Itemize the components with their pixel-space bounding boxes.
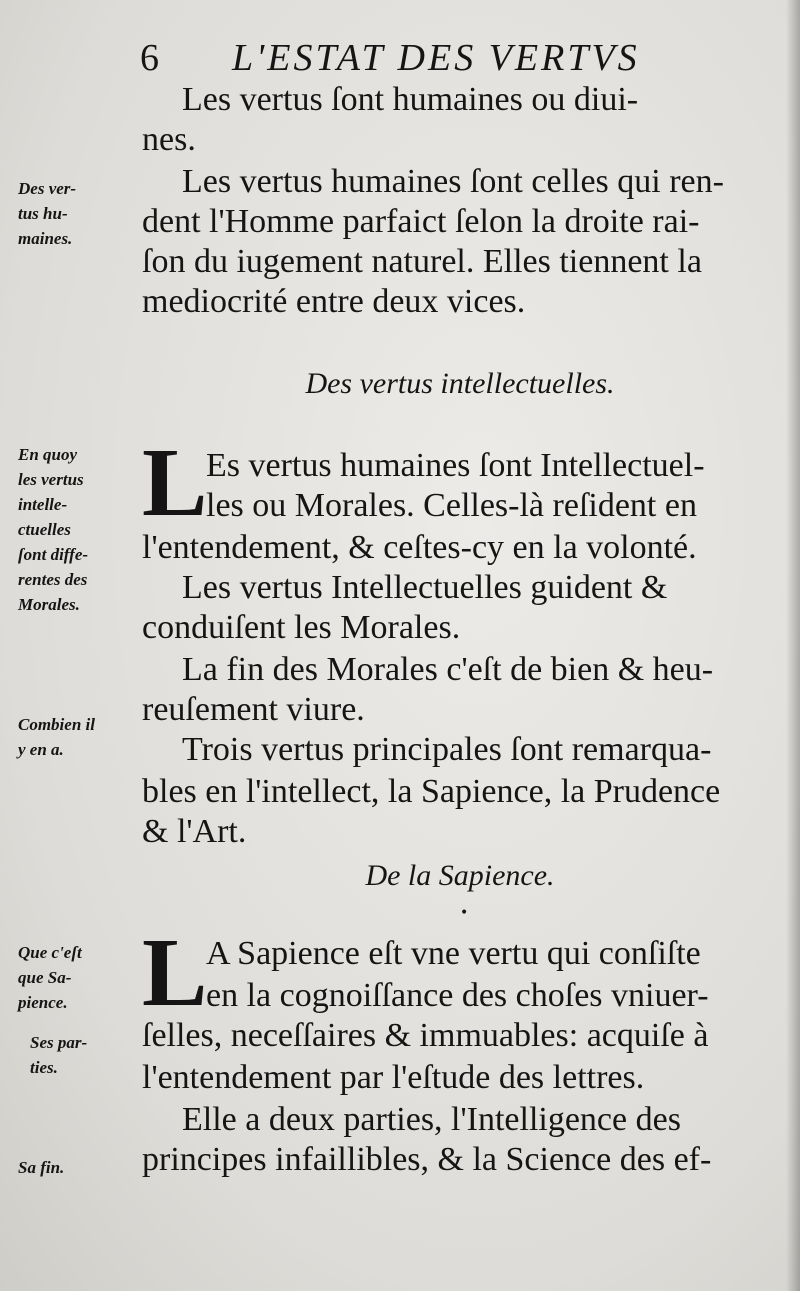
page-header <box>140 36 740 86</box>
page-edge-shadow <box>786 0 800 1291</box>
body-line: l'entendement, & ceſtes-cy en la volonté. <box>142 529 697 566</box>
running-title: L'ESTAT DES VERTVS <box>232 37 640 79</box>
margin-note: Des ver- tus hu- maines. <box>18 179 77 248</box>
margin-note: Ses par- ties. <box>30 1033 88 1077</box>
body-line: mediocrité entre deux vices. <box>142 283 526 320</box>
body-line: en la cognoiſſance des choſes vniuer- <box>206 977 709 1014</box>
body-line: Trois vertus principales ſont remarqua- <box>182 731 712 768</box>
margin-note: Que c'eſt que Sa- pience. <box>18 943 82 1012</box>
ornament-dot: • <box>460 905 469 921</box>
body-line: Es vertus humaines ſont Intellectuel- <box>206 447 705 484</box>
body-line: ſon du iugement naturel. Elles tiennent la <box>142 243 702 280</box>
body-line: bles en l'intellect, la Sapience, la Prudence <box>142 773 721 810</box>
body-line: reuſement viure. <box>142 691 365 728</box>
body-line: Les vertus ſont humaines ou diui- <box>182 81 639 118</box>
body-line: conduiſent les Morales. <box>142 609 461 646</box>
section-heading: Des vertus intellectuelles. <box>305 367 615 400</box>
body-line: principes infaillibles, & la Science des ef- <box>142 1141 712 1178</box>
drop-cap: L <box>142 919 208 1027</box>
margin-note: Combien il y en a. <box>18 715 95 759</box>
body-line: les ou Morales. Celles-là reſident en <box>206 487 697 524</box>
body-line: l'entendement par l'eſtude des lettres. <box>142 1059 645 1096</box>
section-heading: De la Sapience. <box>365 859 555 892</box>
body-line: dent l'Homme parfaict ſelon la droite rai- <box>142 203 700 240</box>
page-number: 6 <box>140 37 162 79</box>
body-line: Elle a deux parties, l'Intelligence des <box>182 1101 681 1138</box>
drop-cap: L <box>142 429 208 537</box>
body-line: A Sapience eſt vne vertu qui conſiſte <box>206 935 701 972</box>
body-line: & l'Art. <box>142 813 247 850</box>
margin-note: Sa fin. <box>18 1158 65 1177</box>
body-line: nes. <box>142 121 196 158</box>
body-line: Les vertus Intellectuelles guident & <box>182 569 668 606</box>
margin-note: En quoy les vertus intelle- ctuelles ſont diffe- rentes des Morales. <box>18 445 89 614</box>
body-line: Les vertus humaines ſont celles qui ren- <box>182 163 724 200</box>
body-line: La fin des Morales c'eſt de bien & heu- <box>182 651 714 688</box>
body-line: ſelles, neceſſaires & immuables: acquiſe à <box>142 1017 709 1054</box>
